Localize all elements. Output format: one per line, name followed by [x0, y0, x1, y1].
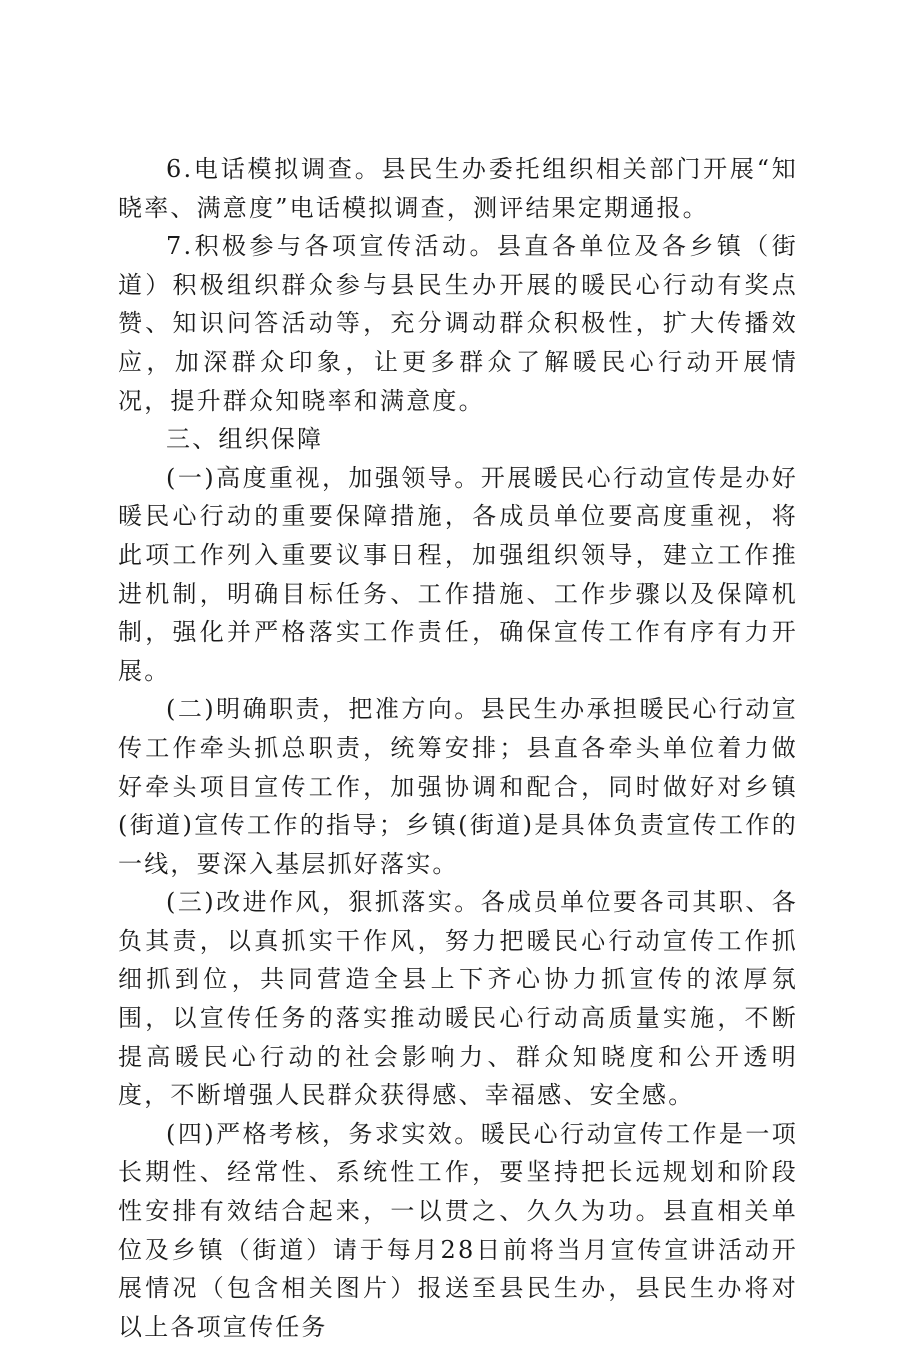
paragraph-attach-importance: (一)高度重视，加强领导。开展暖民心行动宣传是办好暖民心行动的重要保障措施，各成员单位要高度重视，将此项工作列入重要议事日程，加强组织领导，建立工作推进机制，明确目标任务、工作措施、工作步骤以及保障机制，强化并严格落实工作责任，确保宣传工作有序有力开展。	[118, 463, 798, 685]
paragraph-publicity-activities: 7.积极参与各项宣传活动。县直各单位及各乡镇（街道）积极组织群众参与县民生办开展的暖民心行动有奖点赞、知识问答活动等，充分调动群众积极性，扩大传播效应，加深群众印象，让更多群众了解暖民心行动开展情况，提升群众知晓率和满意度。	[118, 232, 798, 415]
paragraph-improve-style: (三)改进作风，狠抓落实。各成员单位要各司其职、各负其责，以真抓实干作风，努力把暖民心行动宣传工作抓细抓到位，共同营造全县上下齐心协力抓宣传的浓厚氛围，以宣传任务的落实推动暖民心行动高质量实施，不断提高暖民心行动的社会影响力、群众知晓度和公开透明度，不断增强人民群众获得感、幸福感、安全感。	[118, 888, 798, 1110]
paragraph-clarify-responsibilities: (二)明确职责，把准方向。县民生办承担暖民心行动宣传工作牵头抓总职责，统筹安排；县直各牵头单位着力做好牵头项目宣传工作，加强协调和配合，同时做好对乡镇(街道)宣传工作的指导；乡镇(街道)是具体负责宣传工作的一线，要深入基层抓好落实。	[118, 695, 798, 878]
document-body	[118, 150, 798, 1346]
section-heading-organizational-guarantee: 三、组织保障	[166, 425, 324, 454]
paragraph-phone-survey: 6.电话模拟调查。县民生办委托组织相关部门开展“知晓率、满意度”电话模拟调查，测评结果定期通报。	[118, 155, 798, 222]
paragraph-strict-assessment: (四)严格考核，务求实效。暖民心行动宣传工作是一项长期性、经常性、系统性工作，要坚持把长远规划和阶段性安排有效结合起来，一以贯之、久久为功。县直相关单位及乡镇（街道）请于每月28日前将当月宣传宣讲活动开展情况（包含相关图片）报送至县民生办，县民生办将对以上各项宣传任务	[118, 1119, 798, 1341]
